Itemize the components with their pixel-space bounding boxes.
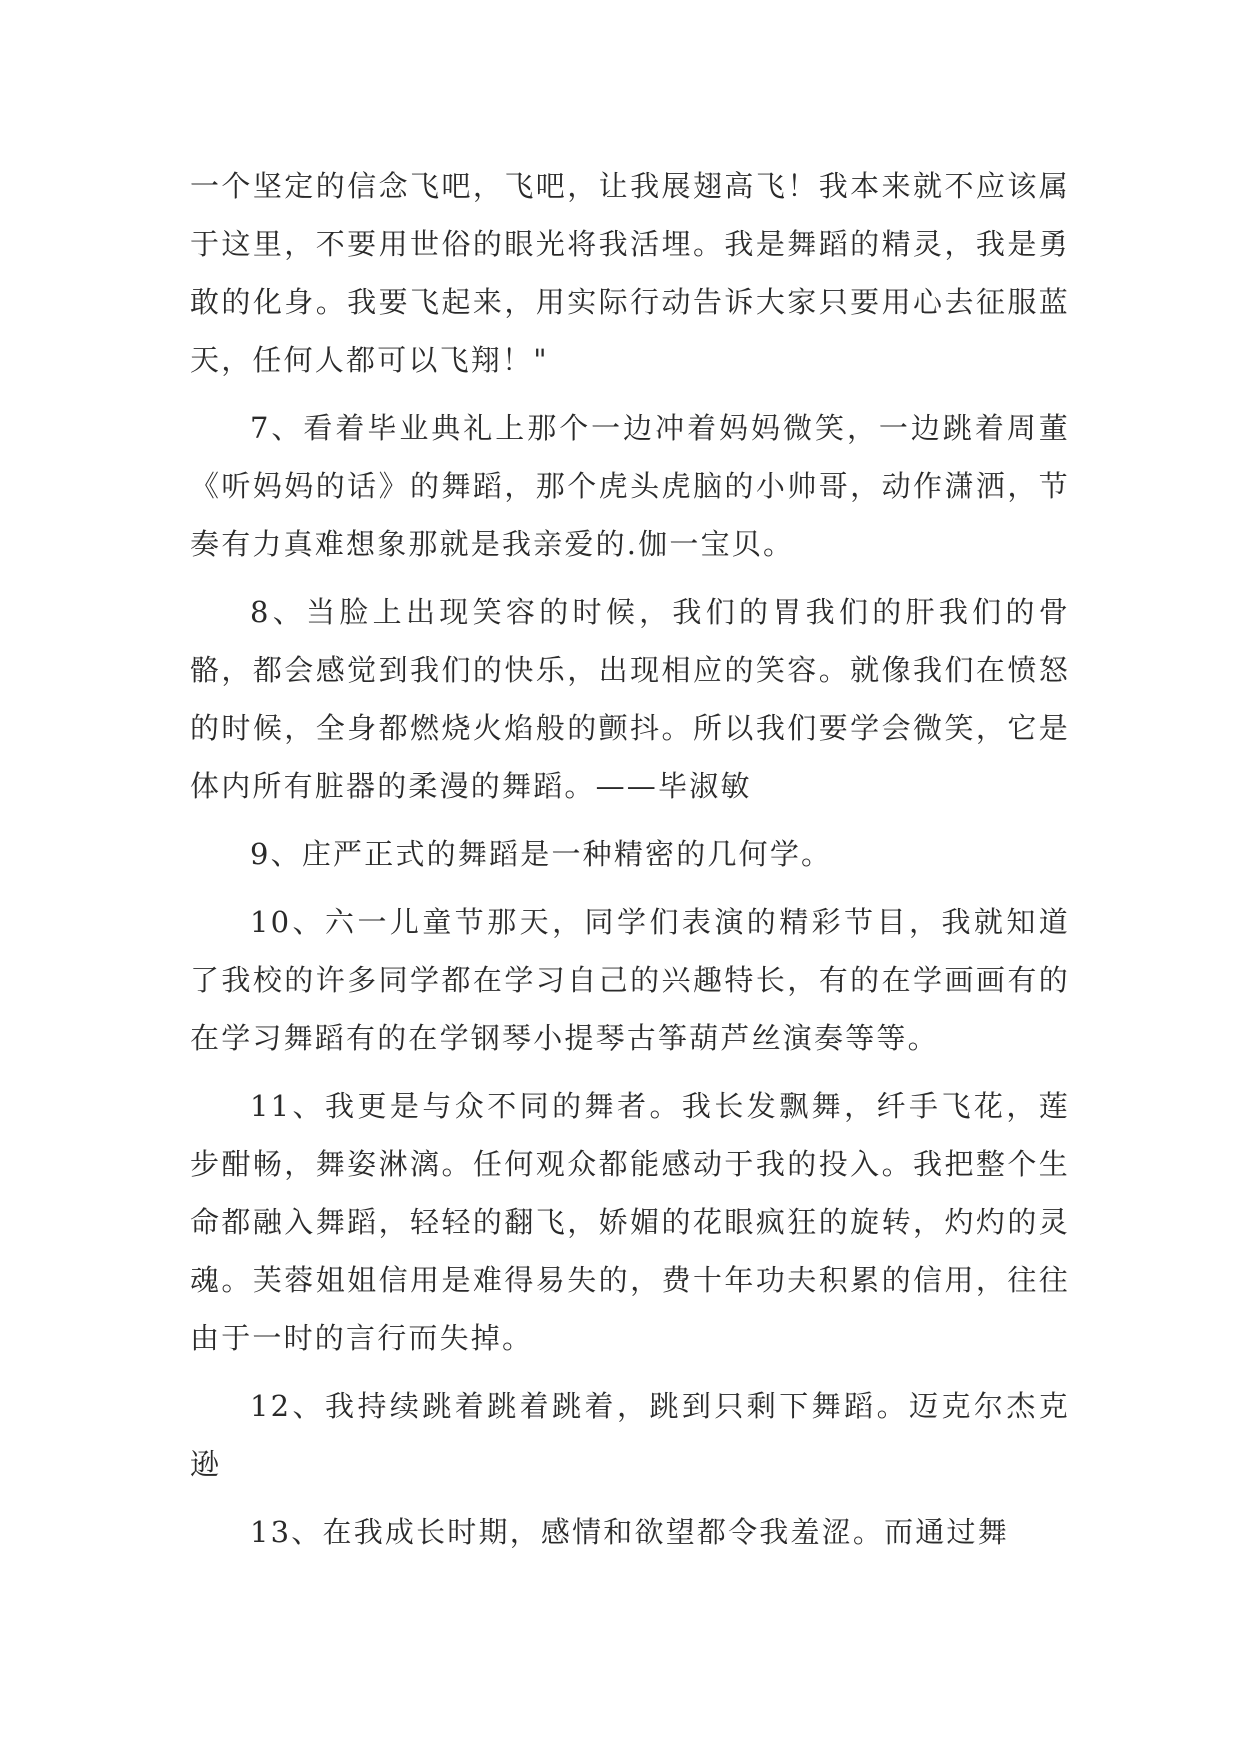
- paragraph-item-9: 9、庄严正式的舞蹈是一种精密的几何学。: [250, 837, 833, 871]
- paragraph-item-10: 10、六一儿童节那天，同学们表演的精彩节目，我就知道了我校的许多同学都在学习自己的兴趣特长，有的在学画画有的在学习舞蹈有的在学钢琴小提琴古筝葫芦丝演奏等等。: [190, 905, 1070, 1055]
- paragraph-item-7: 7、看着毕业典礼上那个一边冲着妈妈微笑，一边跳着周董《听妈妈的话》的舞蹈，那个虎头虎脑的小帅哥，动作潇洒，节奏有力真难想象那就是我亲爱的.伽一宝贝。: [190, 411, 1070, 561]
- document-body: [190, 157, 1070, 1561]
- paragraph-item-8: 8、当脸上出现笑容的时候，我们的胃我们的肝我们的骨骼，都会感觉到我们的快乐，出现相应的笑容。就像我们在愤怒的时候，全身都燃烧火焰般的颤抖。所以我们要学会微笑，它是体内所有脏器的柔漫的舞蹈。——毕淑敏: [190, 595, 1070, 803]
- paragraph-continuation: 一个坚定的信念飞吧，飞吧，让我展翅高飞！我本来就不应该属于这里，不要用世俗的眼光将我活埋。我是舞蹈的精灵，我是勇敢的化身。我要飞起来，用实际行动告诉大家只要用心去征服蓝天，任何人都可以飞翔！": [190, 169, 1070, 377]
- paragraph-item-12: 12、我持续跳着跳着跳着，跳到只剩下舞蹈。迈克尔杰克逊: [190, 1389, 1070, 1481]
- paragraph-item-11: 11、我更是与众不同的舞者。我长发飘舞，纤手飞花，莲步酣畅，舞姿淋漓。任何观众都能感动于我的投入。我把整个生命都融入舞蹈，轻轻的翻飞，娇媚的花眼疯狂的旋转，灼灼的灵魂。芙蓉姐姐信用是难得易失的，费十年功夫积累的信用，往往由于一时的言行而失掉。: [190, 1089, 1070, 1355]
- paragraph-item-13: 13、在我成长时期，感情和欲望都令我羞涩。而通过舞: [250, 1515, 1009, 1549]
